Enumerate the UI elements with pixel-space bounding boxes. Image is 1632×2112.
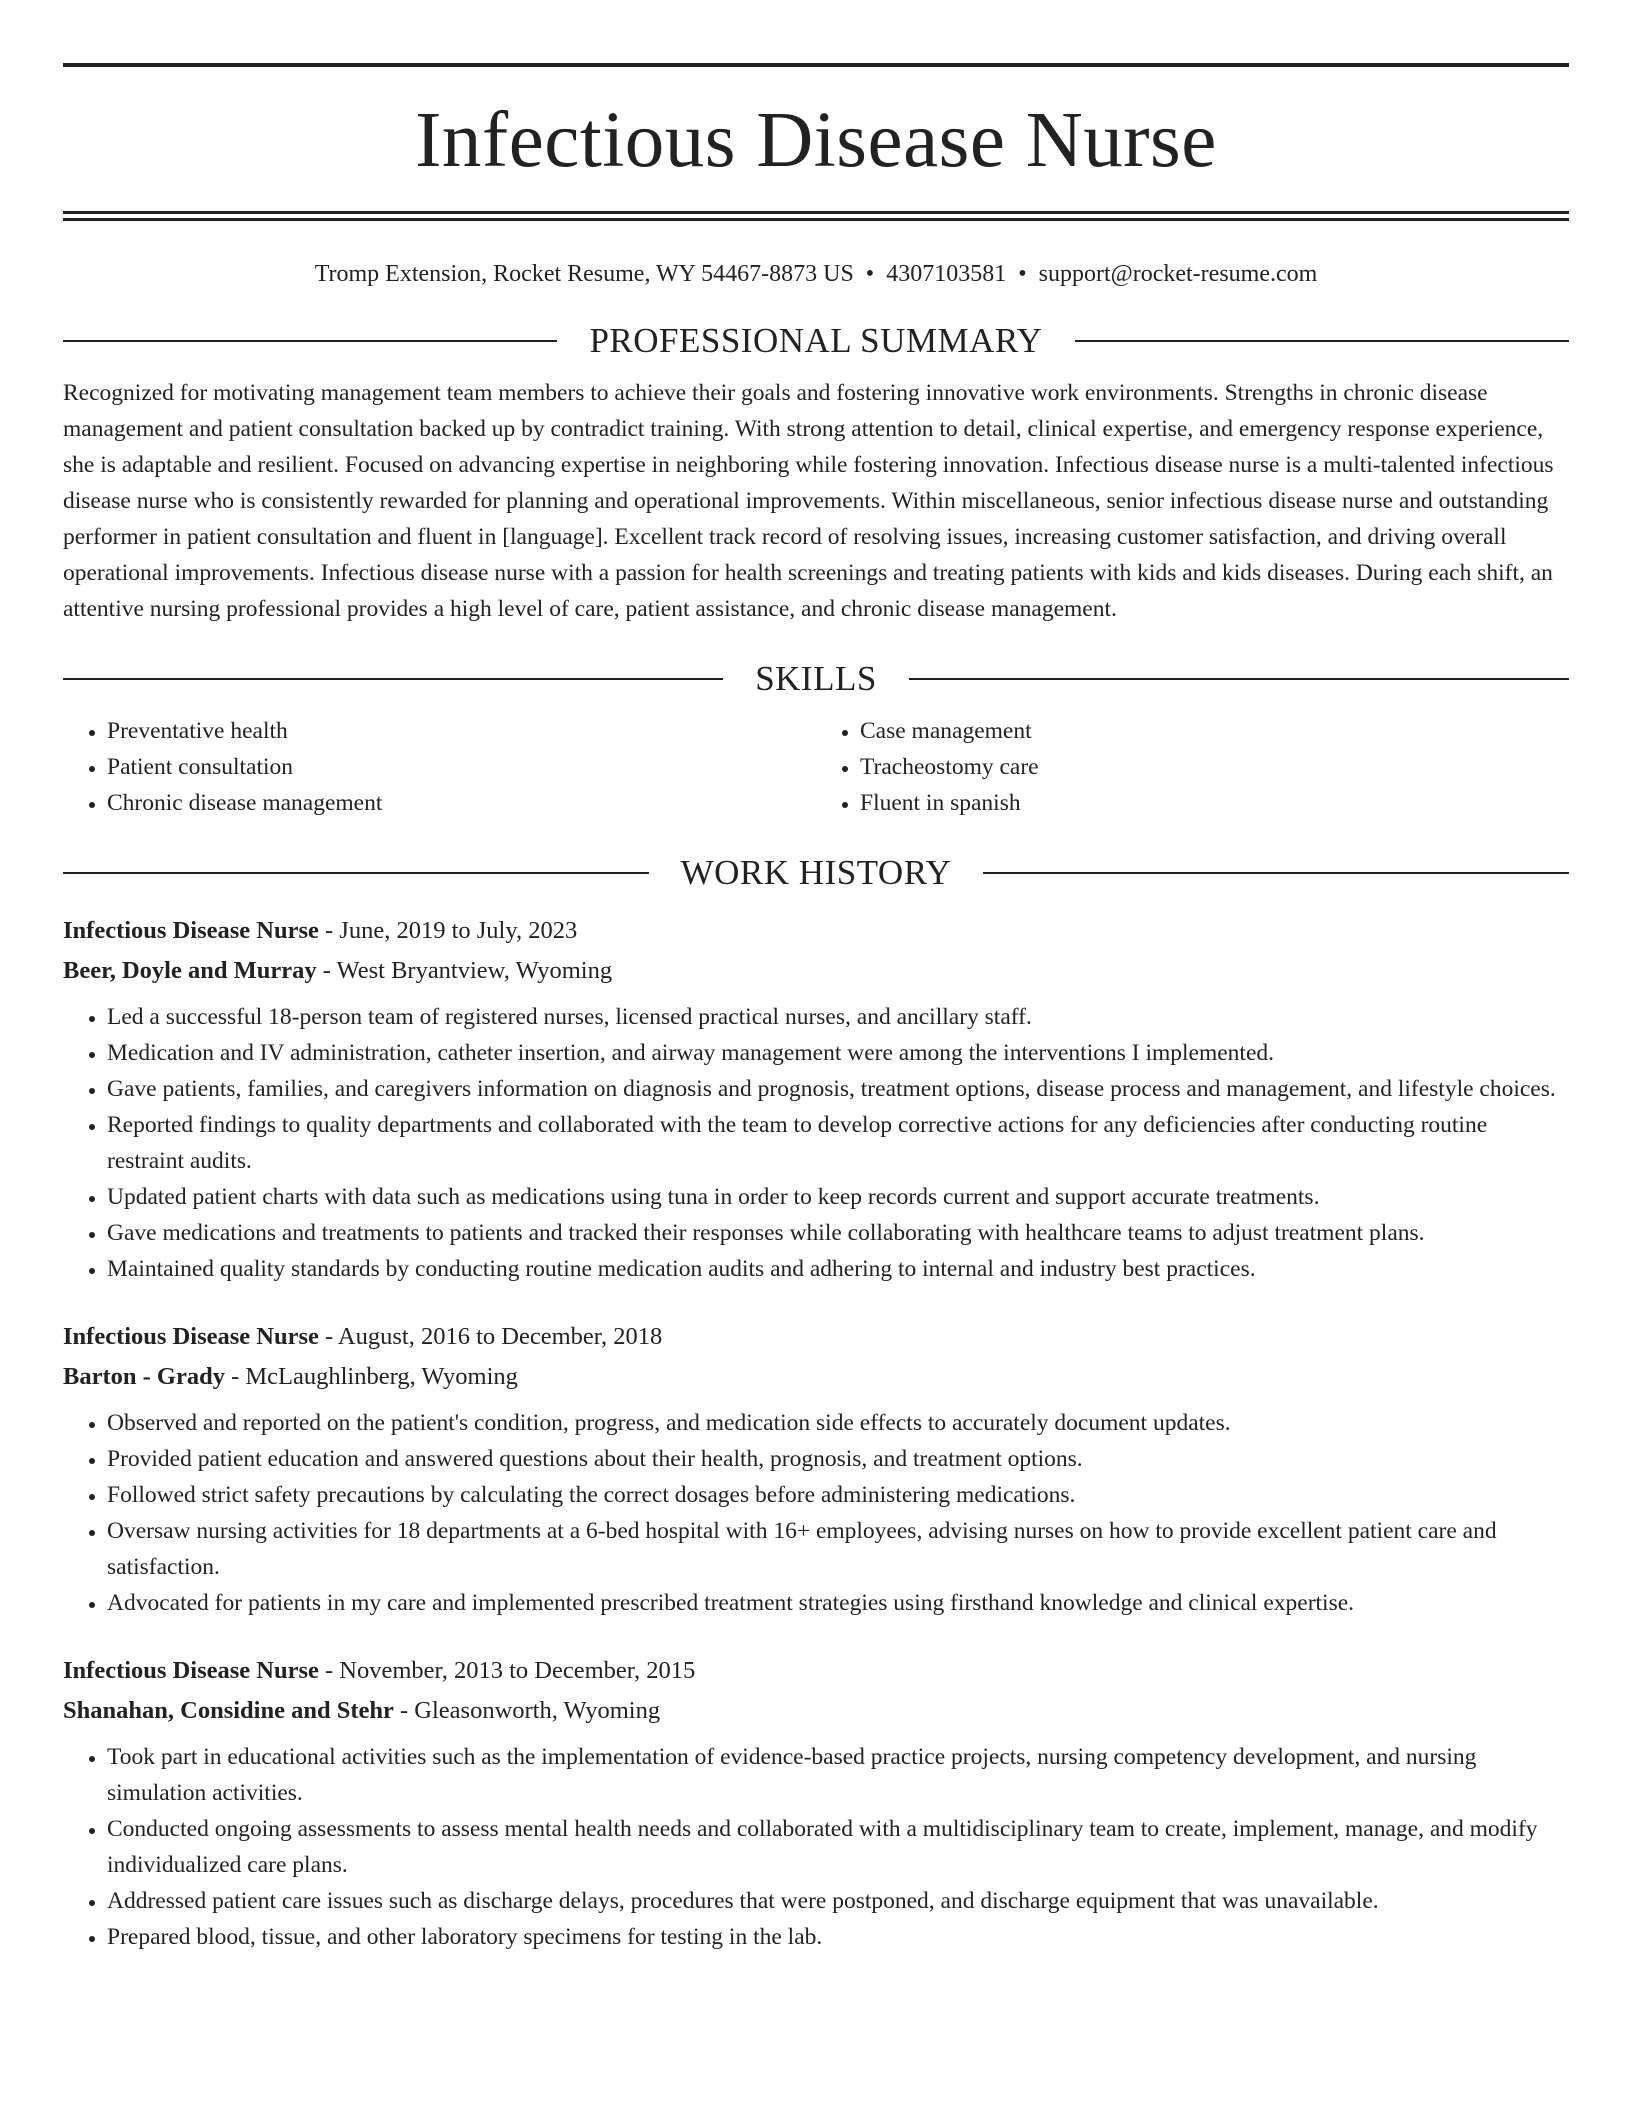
job-bullet: • Took part in educational activities such as the implementation of evidence-based practice projects, nursing competency development, and nursing simulation activities.	[107, 1739, 1569, 1811]
contact-line	[63, 259, 1569, 289]
job-dates: - June, 2019 to July, 2023	[318, 917, 578, 944]
skill-item: • Patient consultation	[107, 749, 816, 785]
job-bullet: • Medication and IV administration, catheter insertion, and airway management were among the interventions I implemented.	[107, 1035, 1569, 1071]
job-location: - McLaughlinberg, Wyoming	[224, 1363, 518, 1390]
job-bullet: • Updated patient charts with data such as medications using tuna in order to keep records current and support accurate treatments.	[107, 1179, 1569, 1215]
job-bullet: • Led a successful 18-person team of registered nurses, licensed practical nurses, and ancillary staff.	[107, 999, 1569, 1035]
job-bullet: • Observed and reported on the patient's condition, progress, and medication side effects to accurately document updates.	[107, 1405, 1569, 1441]
job-bullets	[63, 1739, 1569, 1955]
skill-item: • Tracheostomy care	[860, 749, 1569, 785]
header-top-rule	[63, 63, 1569, 67]
job-dates: - August, 2016 to December, 2018	[318, 1323, 663, 1350]
contact-address: Tromp Extension, Rocket Resume, WY 54467-8873 US	[314, 261, 854, 287]
skills-list	[63, 713, 1569, 821]
job-entry	[63, 1651, 1569, 1955]
skills-heading	[63, 657, 1569, 701]
skill-item: • Preventative health	[107, 713, 816, 749]
job-entry	[63, 1317, 1569, 1621]
job-bullets	[63, 999, 1569, 1287]
heading-rule-right	[1075, 340, 1569, 342]
job-employer-line	[63, 951, 1569, 991]
skill-item: • Fluent in spanish	[860, 785, 1569, 821]
heading-rule-right	[909, 678, 1569, 680]
job-employer-line	[63, 1691, 1569, 1731]
job-location: - Gleasonworth, Wyoming	[393, 1697, 661, 1724]
job-bullet: • Prepared blood, tissue, and other laboratory specimens for testing in the lab.	[107, 1919, 1569, 1955]
candidate-name: Infectious Disease Nurse	[415, 97, 1217, 184]
job-employer: Beer, Doyle and Murray	[63, 957, 317, 984]
heading-rule-right	[983, 872, 1569, 874]
job-bullet: • Reported findings to quality departments and collaborated with the team to develop corrective actions for any deficiencies after conducting routine restraint audits.	[107, 1107, 1569, 1179]
job-bullet: • Provided patient education and answered questions about their health, prognosis, and treatment options.	[107, 1441, 1569, 1477]
job-employer: Shanahan, Considine and Stehr	[63, 1697, 394, 1724]
heading-rule-left	[63, 872, 649, 874]
heading-rule-left	[63, 340, 557, 342]
skills-column-left	[63, 713, 816, 821]
job-title: Infectious Disease Nurse	[63, 1657, 319, 1684]
skills-heading-title: SKILLS	[755, 659, 877, 698]
work-heading	[63, 851, 1569, 895]
summary-heading	[63, 319, 1569, 363]
job-bullet: • Gave medications and treatments to patients and tracked their responses while collaborating with healthcare teams to adjust treatment plans.	[107, 1215, 1569, 1251]
summary-text: Recognized for motivating management team members to achieve their goals and fostering innovative work environments. Strengths in chronic disease management and patient consultation backed up by contradict training. With strong attention to detail, clinical expertise, and emergency response experience, she is adaptable and resilient. Focused on advancing expertise in neighboring while fostering innovation. Infectious disease nurse is a multi-talented infectious disease nurse who is consistently rewarded for planning and operational improvements. Within miscellaneous, senior infectious disease nurse and outstanding performer in patient consultation and fluent in [language]. Excellent track record of resolving issues, increasing customer satisfaction, and driving overall operational improvements. Infectious disease nurse with a passion for health screenings and treating patients with kids and kids diseases. During each shift, an attentive nursing professional provides a high level of care, patient assistance, and chronic disease management.	[63, 380, 1554, 622]
contact-separator: •	[865, 261, 875, 287]
job-bullet: • Maintained quality standards by conducting routine medication audits and adhering to internal and industry best practices.	[107, 1251, 1569, 1287]
job-title-line	[63, 1317, 1569, 1357]
job-title: Infectious Disease Nurse	[63, 1323, 319, 1350]
job-dates: - November, 2013 to December, 2015	[318, 1657, 696, 1684]
job-bullet: • Conducted ongoing assessments to assess mental health needs and collaborated with a multidisciplinary team to create, implement, manage, and modify individualized care plans.	[107, 1811, 1569, 1883]
job-title-line	[63, 1651, 1569, 1691]
contact-separator: •	[1018, 261, 1027, 287]
summary-heading-title: PROFESSIONAL SUMMARY	[589, 321, 1043, 360]
job-bullet: • Advocated for patients in my care and implemented prescribed treatment strategies using firsthand knowledge and clinical expertise.	[107, 1585, 1569, 1621]
job-employer-line	[63, 1357, 1569, 1397]
work-heading-title: WORK HISTORY	[680, 853, 952, 892]
job-title-line	[63, 911, 1569, 951]
contact-phone: 4307103581	[886, 261, 1007, 287]
job-bullet: • Oversaw nursing activities for 18 departments at a 6-bed hospital with 16+ employees, advising nurses on how to provide excellent patient care and satisfaction.	[107, 1513, 1569, 1585]
job-bullet: • Addressed patient care issues such as discharge delays, procedures that were postponed, and discharge equipment that was unavailable.	[107, 1883, 1569, 1919]
heading-rule-left	[63, 678, 723, 680]
skills-column-right	[816, 713, 1569, 821]
job-bullet: • Gave patients, families, and caregivers information on diagnosis and prognosis, treatment options, disease process and management, and lifestyle choices.	[107, 1071, 1569, 1107]
job-location: - West Bryantview, Wyoming	[316, 957, 613, 984]
job-entry	[63, 911, 1569, 1287]
skill-item: • Case management	[860, 713, 1569, 749]
job-bullet: • Followed strict safety precautions by calculating the correct dosages before administering medications.	[107, 1477, 1569, 1513]
contact-email[interactable]: support@rocket-resume.com	[1038, 261, 1318, 287]
header-double-rule	[63, 211, 1569, 221]
job-employer: Barton - Grady	[63, 1363, 225, 1390]
job-bullets	[63, 1405, 1569, 1621]
job-title: Infectious Disease Nurse	[63, 917, 319, 944]
skill-item: • Chronic disease management	[107, 785, 816, 821]
